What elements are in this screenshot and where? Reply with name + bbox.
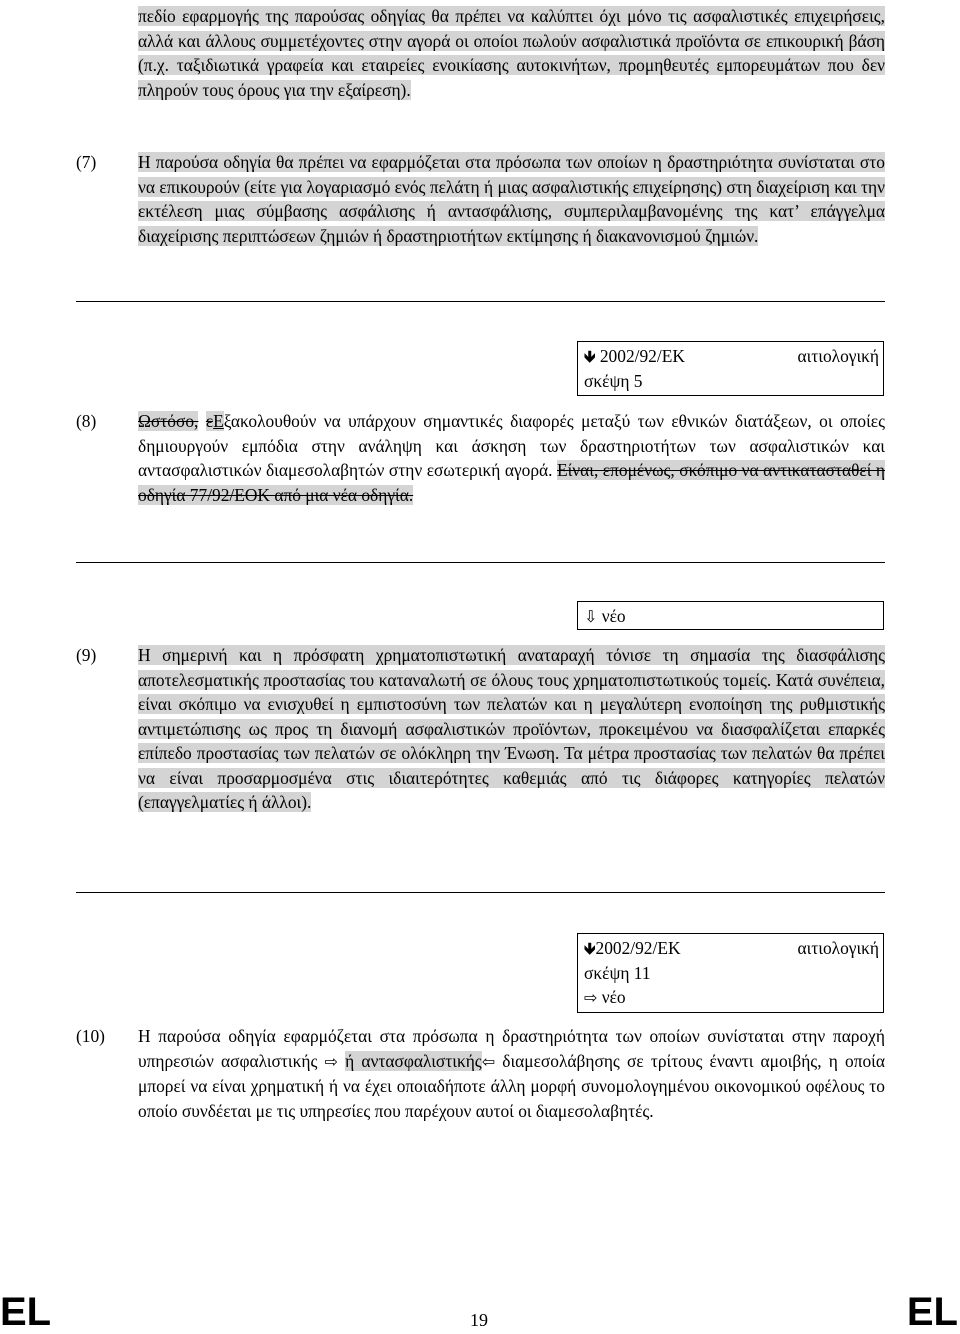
- separator-rule: [76, 892, 885, 893]
- inserted-text: ή αντασφαλιστικής: [345, 1050, 482, 1071]
- reference-directive: 2002/92/ΕΚ: [599, 346, 685, 366]
- paragraph-9-text: Η σημερινή και η πρόσφατη χρηματοπιστωτική αναταραχή τόνισε τη σημασία της διασφάλισης αποτελεσματικής προστασίας του καταναλωτή σε όλους τους χρηματοπιστωτικούς τομείς. Κατά συνέπεια, είναι σκόπιμο να ενισχυθεί η εμπιστοσύνη των πελατών και η μεγαλύτερη ενοποίηση της ρυθμιστικής αντιμετώπισης ως προς τη διανομή ασφαλιστικών προϊόντων, προκειμένου να διασφαλίζεται επαρκές επίπεδο προστασίας των πελατών σε ολόκληρη την Ένωση. Τα μέτρα προστασίας των πελατών θα πρέπει να είναι προσαρμοσμένα στις ιδιαιτερότητες καθεμιάς από τις διάφορες κατηγορίες πελατών (επαγγελματίες ή άλλοι).: [138, 645, 885, 812]
- paragraph-number-8: (8): [76, 411, 97, 431]
- reference-recital-label: αιτιολογική: [797, 938, 879, 958]
- reference-box-new: [577, 601, 884, 630]
- inserted-letter: Ε: [213, 411, 224, 431]
- arrow-right-outline-icon: ⇨: [324, 1051, 338, 1071]
- intro-paragraph: [138, 4, 885, 102]
- paragraph-8: [138, 409, 885, 507]
- paragraph-number-10: (10): [76, 1026, 105, 1046]
- new-label: νέο: [601, 606, 626, 626]
- footer-language-left: EL: [0, 1290, 52, 1334]
- deleted-text-end: Είναι, επομένως, σκόπιμο να αντικατασταθεί η οδηγία 77/92/ΕΟΚ από μια νέα οδηγία.: [138, 460, 885, 505]
- paragraph-number-9: (9): [76, 645, 97, 665]
- paragraph-8-text: ξακολουθούν να υπάρχουν σημαντικές διαφορές μεταξύ των εθνικών διατάξεων, οι οποίες δημιουργούν εμπόδια στην ανάληψη και άσκηση των δραστηριοτήτων των ασφαλιστικών και αντασφαλιστικών διαμεσολαβητών στην εσωτερική αγορά.: [138, 411, 885, 480]
- footer-language-right: EL: [906, 1290, 958, 1334]
- reference-recital-number: σκέψη 11: [584, 962, 651, 983]
- paragraph-9: [138, 643, 885, 815]
- paragraph-7: [138, 150, 885, 248]
- reference-directive: 2002/92/ΕΚ: [595, 938, 681, 958]
- paragraph-10-text-before: Η παρούσα οδηγία εφαρμόζεται στα πρόσωπα η δραστηριότητα των οποίων συνίσταται στην παροχή υπηρεσιών ασφαλιστικής: [138, 1026, 885, 1071]
- deleted-text-start: Ωστόσο,: [138, 411, 199, 431]
- separator-rule: [76, 562, 885, 563]
- paragraph-10: [138, 1024, 885, 1123]
- reference-recital-number: σκέψη 5: [584, 370, 643, 391]
- arrow-down-outline-icon: ⇩: [584, 607, 598, 626]
- paragraph-10-text-after: διαμεσολάβησης σε τρίτους έναντι αμοιβής, η οποία μπορεί να είναι χρηματική ή να έχει οποιαδήποτε άλλη μορφή συνομολογημένου οικονομικού οφέλους το οποίο συνδέεται με τις υπηρεσίες που παρέχουν αυτοί οι διαμεσολαβητές.: [138, 1050, 885, 1121]
- arrow-down-bold-icon: 🡻: [584, 939, 596, 958]
- reference-box-recital-5: [577, 341, 884, 396]
- arrow-right-outline-icon: ⇨: [584, 988, 598, 1007]
- deleted-letter: ε: [205, 411, 214, 431]
- separator-rule: [76, 301, 885, 302]
- arrow-down-bold-icon: 🡻: [584, 347, 596, 366]
- paragraph-7-text: Η παρούσα οδηγία θα πρέπει να εφαρμόζεται στα πρόσωπα των οποίων η δραστηριότητα συνίσταται στο να επικουρούν (είτε για λογαριασμό ενός πελάτη ή μιας ασφαλιστικής επιχείρησης) στη διαχείριση και την εκτέλεση μιας σύμβασης ασφάλισης ή αντασφάλισης, συμπεριλαμβανομένης της κατ’ επάγγελμα διαχείρισης περιπτώσεων ζημιών ή δραστηριοτήτων εκτίμησης ή διακανονισμού ζημιών.: [138, 152, 885, 246]
- page-number: 19: [470, 1310, 488, 1330]
- reference-recital-label: αιτιολογική: [797, 346, 879, 366]
- reference-box-recital-11: [577, 933, 884, 1013]
- arrow-left-outline-icon: ⇦: [481, 1051, 496, 1071]
- new-label: νέο: [601, 987, 626, 1007]
- paragraph-number-7: (7): [76, 152, 97, 172]
- intro-text: πεδίο εφαρμογής της παρούσας οδηγίας θα πρέπει να καλύπτει όχι μόνο τις ασφαλιστικές επιχειρήσεις, αλλά και άλλους συμμετέχοντες στην αγορά οι οποίοι πωλούν ασφαλιστικά προϊόντα σε επικουρική βάση (π.χ. ταξιδιωτικά γραφεία και εταιρείες ενοικίασης αυτοκινήτων, προμηθευτές εμπορευμάτων που δεν πληρούν τους όρους για την εξαίρεση).: [138, 6, 885, 100]
